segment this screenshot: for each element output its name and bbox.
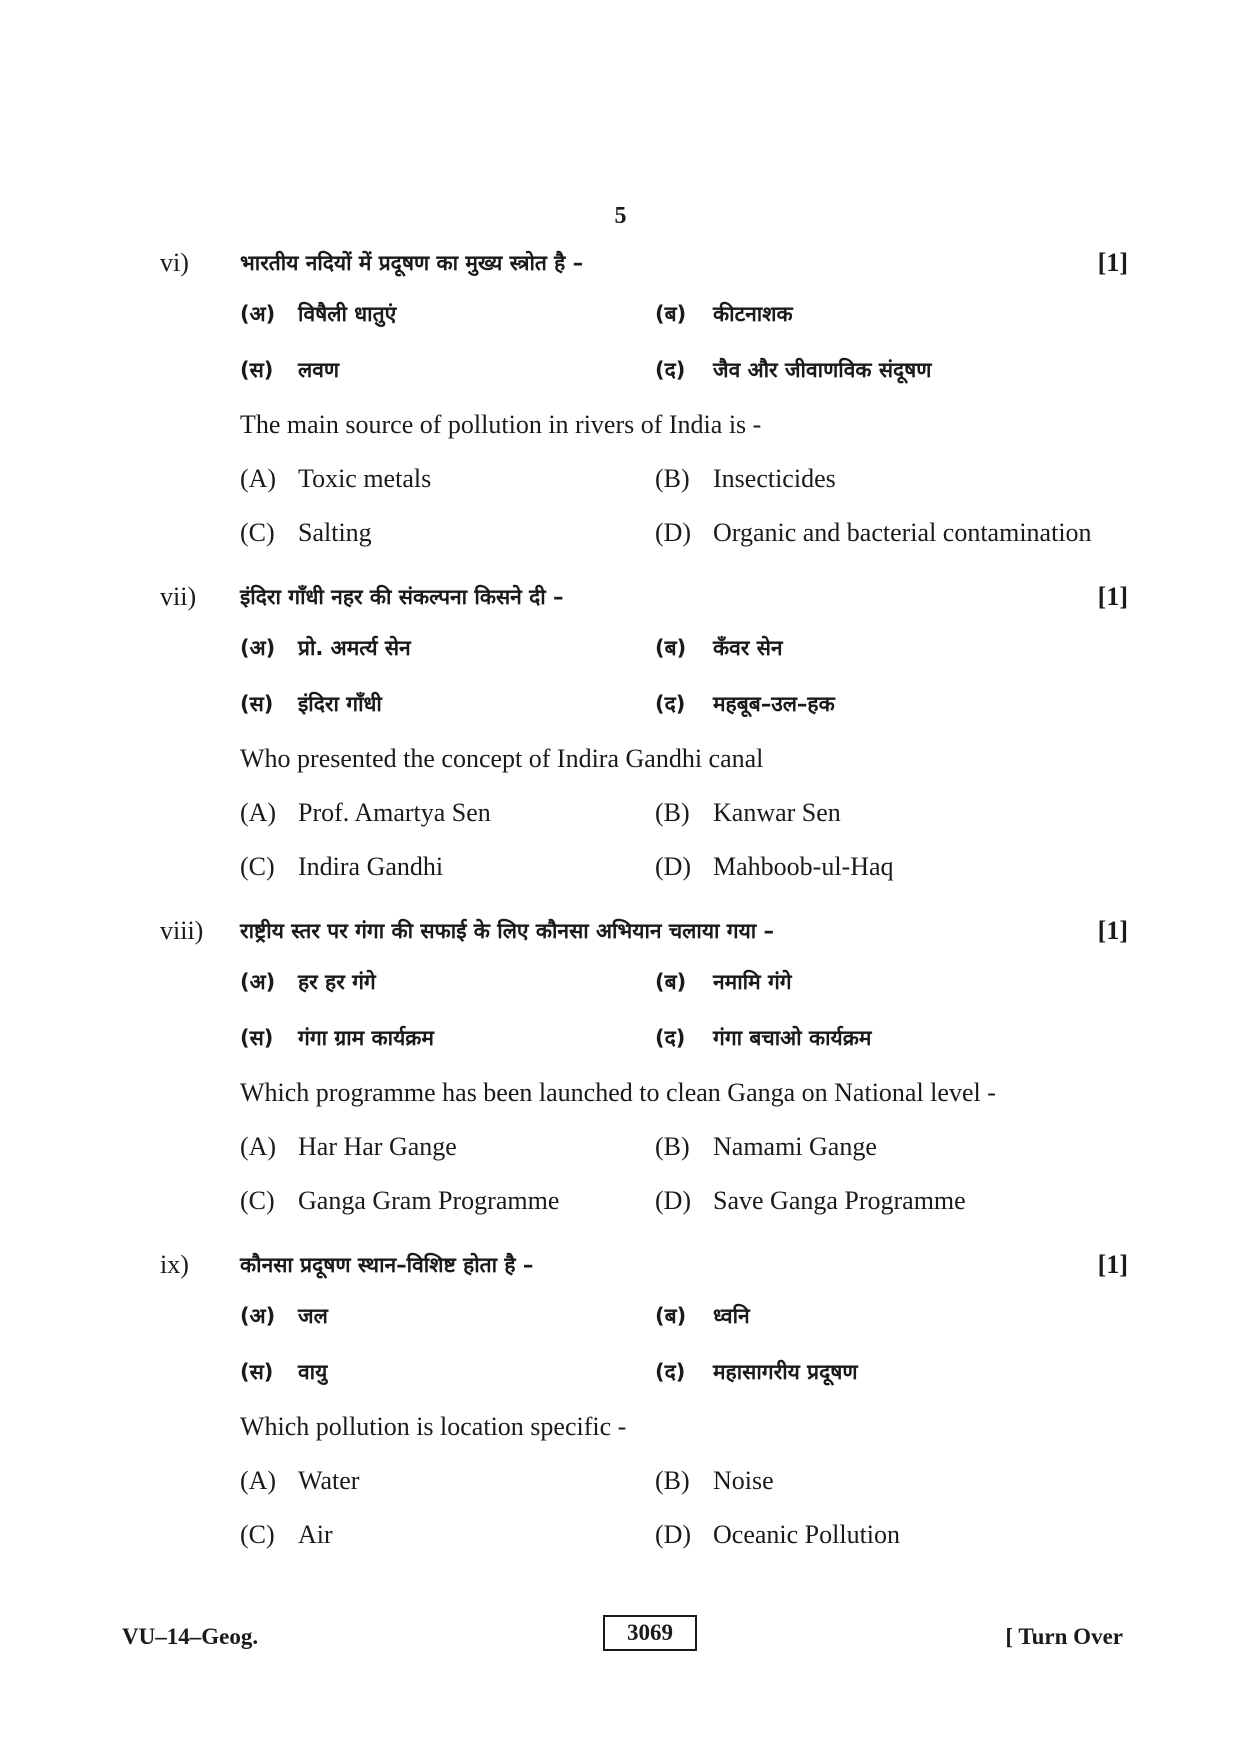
- option-text: Oceanic Pollution: [713, 1520, 901, 1549]
- option-text: Indira Gandhi: [298, 852, 444, 881]
- option-label: (द): [655, 358, 686, 382]
- question-header: [160, 246, 1128, 280]
- option-text: Prof. Amartya Sen: [298, 798, 491, 827]
- question-number: vii): [160, 582, 197, 611]
- option-text: Mahboob-ul-Haq: [713, 852, 894, 881]
- option-text: महबूब–उल–हक: [713, 692, 835, 716]
- option-label: (C): [240, 518, 275, 547]
- option-text: जैव और जीवाणविक संदूषण: [713, 358, 932, 382]
- option-text: Namami Gange: [713, 1132, 877, 1161]
- option-text: कँवर सेन: [713, 636, 783, 660]
- footer-paper-code: VU–14–Geog.: [122, 1624, 259, 1649]
- option-text: वायु: [298, 1360, 328, 1384]
- option-label: (स): [240, 1026, 274, 1050]
- option-label: (B): [655, 798, 690, 827]
- option-text: गंगा ग्राम कार्यक्रम: [298, 1026, 434, 1050]
- option-label: (ब): [655, 1304, 687, 1328]
- option-label: (ब): [655, 636, 687, 660]
- option-label: (स): [240, 692, 274, 716]
- question-number: ix): [160, 1250, 189, 1279]
- option-label: (B): [655, 1466, 690, 1495]
- question-marks: [1]: [1097, 916, 1128, 945]
- option-text: Insecticides: [713, 464, 836, 493]
- option-text: कीटनाशक: [713, 302, 793, 326]
- option-label: (अ): [240, 302, 276, 326]
- option-text: विषैली धातुएं: [298, 302, 397, 326]
- question-text-english: Which pollution is location specific -: [240, 1412, 627, 1441]
- page-number: 5: [614, 203, 627, 229]
- option-label: (स): [240, 358, 274, 382]
- option-text: Har Har Gange: [298, 1132, 457, 1161]
- option-label: (द): [655, 692, 686, 716]
- question-header: [160, 580, 1128, 614]
- option-text: गंगा बचाओ कार्यक्रम: [713, 1026, 872, 1050]
- option-label: (C): [240, 1520, 275, 1549]
- option-label: (अ): [240, 636, 276, 660]
- option-label: (D): [655, 1520, 692, 1549]
- question-marks: [1]: [1097, 1250, 1128, 1279]
- option-text: ध्वनि: [713, 1304, 750, 1328]
- option-label: (B): [655, 1132, 690, 1161]
- option-label: (C): [240, 1186, 275, 1215]
- option-text: Salting: [298, 518, 372, 547]
- question-number: viii): [160, 916, 204, 945]
- question-text-english: The main source of pollution in rivers of India is -: [240, 410, 762, 439]
- question-text-hindi: राष्ट्रीय स्तर पर गंगा की सफाई के लिए कौनसा अभियान चलाया गया –: [240, 919, 775, 943]
- option-text: प्रो. अमर्त्य सेन: [298, 636, 411, 660]
- option-label: (C): [240, 852, 275, 881]
- question-text-english: Which programme has been launched to clean Ganga on National level -: [240, 1078, 996, 1107]
- option-label: (A): [240, 798, 277, 827]
- option-text: इंदिरा गाँधी: [298, 692, 382, 716]
- footer-booklet-code: 3069: [603, 1615, 697, 1651]
- option-text: Save Ganga Programme: [713, 1186, 966, 1215]
- option-label: (B): [655, 464, 690, 493]
- option-label: (द): [655, 1026, 686, 1050]
- question-text-hindi: कौनसा प्रदूषण स्थान–विशिष्ट होता है –: [240, 1253, 534, 1277]
- option-text: Air: [298, 1520, 333, 1549]
- option-label: (स): [240, 1360, 274, 1384]
- option-text: लवण: [298, 358, 340, 382]
- option-label: (D): [655, 518, 692, 547]
- question-text-english: Who presented the concept of Indira Gandhi canal: [240, 744, 764, 773]
- question-marks: [1]: [1097, 248, 1128, 277]
- option-label: (D): [655, 1186, 692, 1215]
- option-label: (D): [655, 852, 692, 881]
- question-header: [160, 1248, 1128, 1282]
- option-label: (ब): [655, 302, 687, 326]
- option-text: महासागरीय प्रदूषण: [713, 1360, 858, 1384]
- option-text: Toxic metals: [298, 464, 432, 493]
- option-text: हर हर गंगे: [298, 970, 376, 994]
- question-marks: [1]: [1097, 582, 1128, 611]
- question-text-hindi: इंदिरा गाँधी नहर की संकल्पना किसने दी –: [240, 585, 564, 609]
- footer-turn-over: [ Turn Over: [1005, 1624, 1123, 1649]
- question-number: vi): [160, 248, 189, 277]
- option-label: (A): [240, 1466, 277, 1495]
- question-header: [160, 914, 1128, 948]
- option-label: (द): [655, 1360, 686, 1384]
- option-label: (A): [240, 1132, 277, 1161]
- option-label: (A): [240, 464, 277, 493]
- option-text: Organic and bacterial contamination: [713, 518, 1092, 547]
- option-label: (ब): [655, 970, 687, 994]
- option-text: Ganga Gram Programme: [298, 1186, 560, 1215]
- option-text: Noise: [713, 1466, 774, 1495]
- option-label: (अ): [240, 1304, 276, 1328]
- option-label: (अ): [240, 970, 276, 994]
- option-text: Kanwar Sen: [713, 798, 841, 827]
- option-text: नमामि गंगे: [713, 970, 792, 994]
- option-text: जल: [298, 1304, 328, 1328]
- question-text-hindi: भारतीय नदियों में प्रदूषण का मुख्य स्त्रोत है –: [240, 251, 584, 275]
- option-text: Water: [298, 1466, 360, 1495]
